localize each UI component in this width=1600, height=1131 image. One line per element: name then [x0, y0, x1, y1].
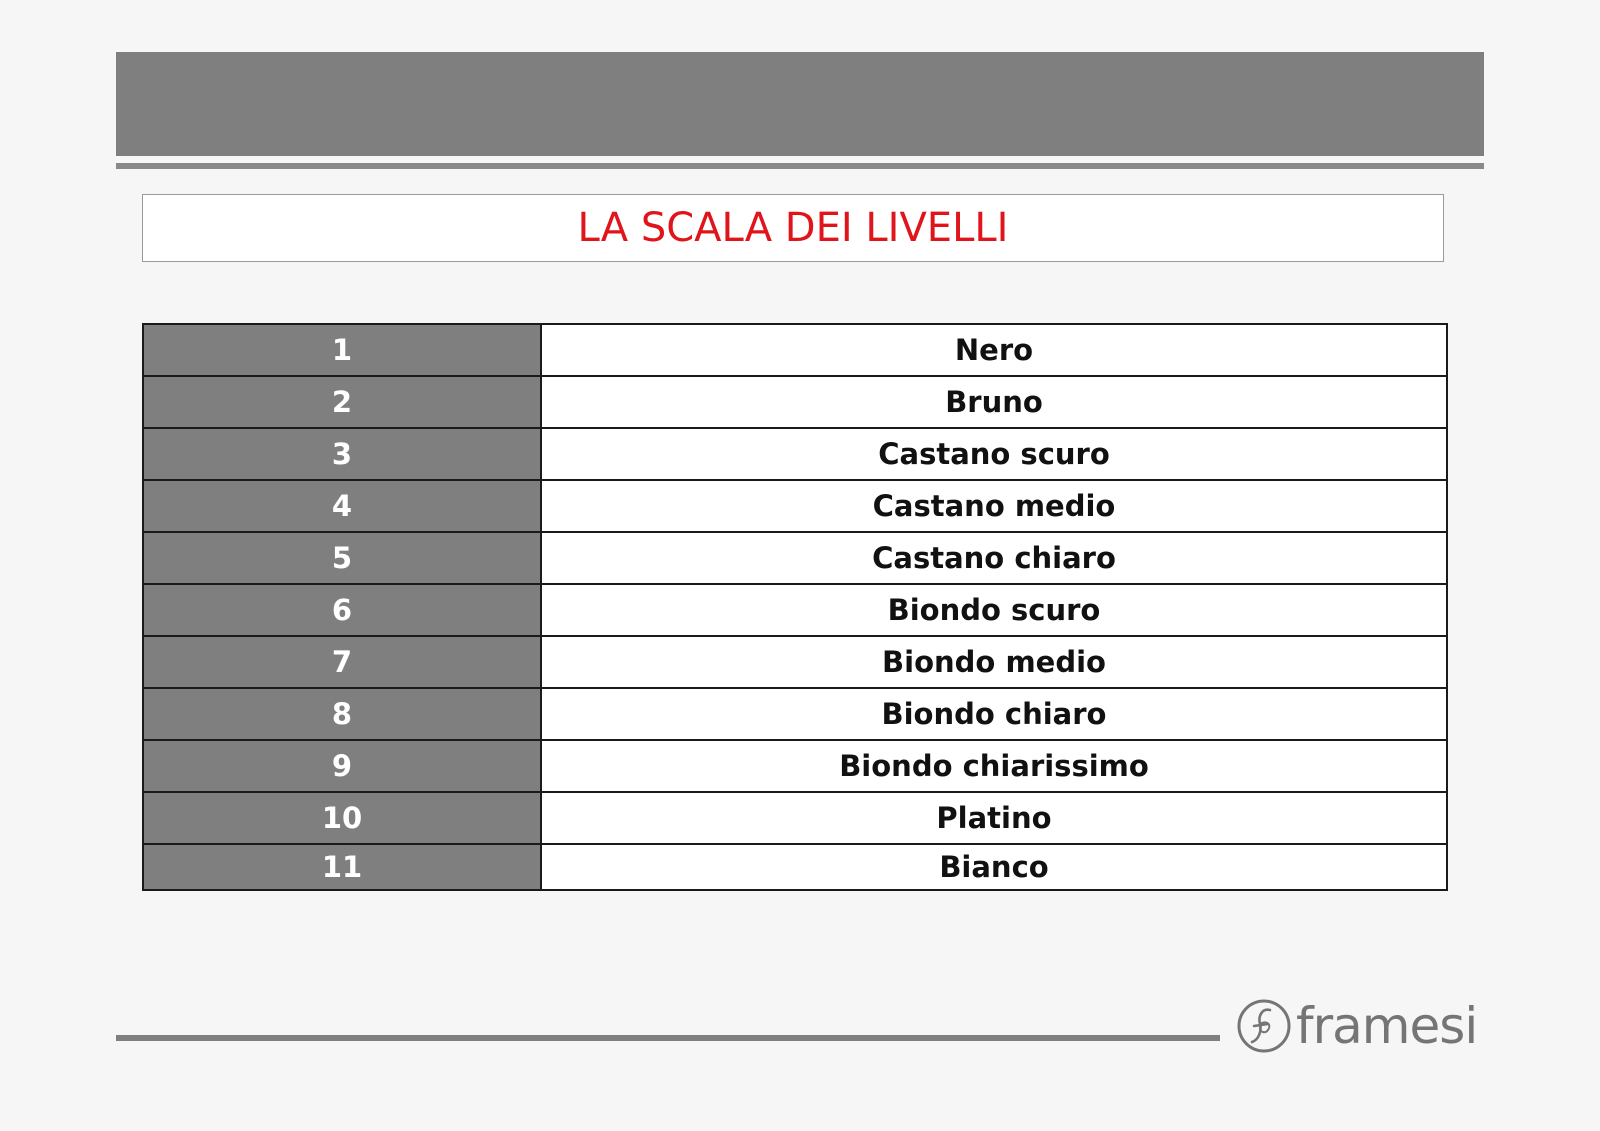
framesi-logo: [1236, 998, 1477, 1054]
level-name: Platino: [541, 792, 1447, 844]
table-row: [143, 584, 1447, 636]
level-number: 4: [143, 480, 541, 532]
table-row: [143, 636, 1447, 688]
table-row: [143, 532, 1447, 584]
level-name: Biondo chiarissimo: [541, 740, 1447, 792]
level-name: Bruno: [541, 376, 1447, 428]
level-number: 3: [143, 428, 541, 480]
header-divider: [116, 163, 1484, 169]
table-row: [143, 324, 1447, 376]
level-name: Biondo chiaro: [541, 688, 1447, 740]
table-row: [143, 480, 1447, 532]
level-number: 9: [143, 740, 541, 792]
table-row: [143, 792, 1447, 844]
level-name: Castano scuro: [541, 428, 1447, 480]
level-number: 10: [143, 792, 541, 844]
level-number: 6: [143, 584, 541, 636]
level-number: 1: [143, 324, 541, 376]
level-name: Biondo medio: [541, 636, 1447, 688]
level-number: 5: [143, 532, 541, 584]
level-number: 2: [143, 376, 541, 428]
logo-wordmark: framesi: [1296, 997, 1478, 1055]
table-row: [143, 740, 1447, 792]
footer-divider: [116, 1035, 1220, 1041]
level-number: 11: [143, 844, 541, 890]
table-row: [143, 688, 1447, 740]
level-number: 7: [143, 636, 541, 688]
level-name: Castano medio: [541, 480, 1447, 532]
level-name: Bianco: [541, 844, 1447, 890]
table-row: [143, 428, 1447, 480]
framesi-f-icon: [1236, 998, 1292, 1054]
slide-title: LA SCALA DEI LIVELLI: [577, 205, 1009, 251]
level-name: Castano chiaro: [541, 532, 1447, 584]
title-box: [142, 194, 1444, 262]
level-name: Biondo scuro: [541, 584, 1447, 636]
header-bar: [116, 52, 1484, 156]
level-name: Nero: [541, 324, 1447, 376]
table-row: [143, 844, 1447, 890]
table-row: [143, 376, 1447, 428]
levels-table: [142, 323, 1448, 891]
level-number: 8: [143, 688, 541, 740]
